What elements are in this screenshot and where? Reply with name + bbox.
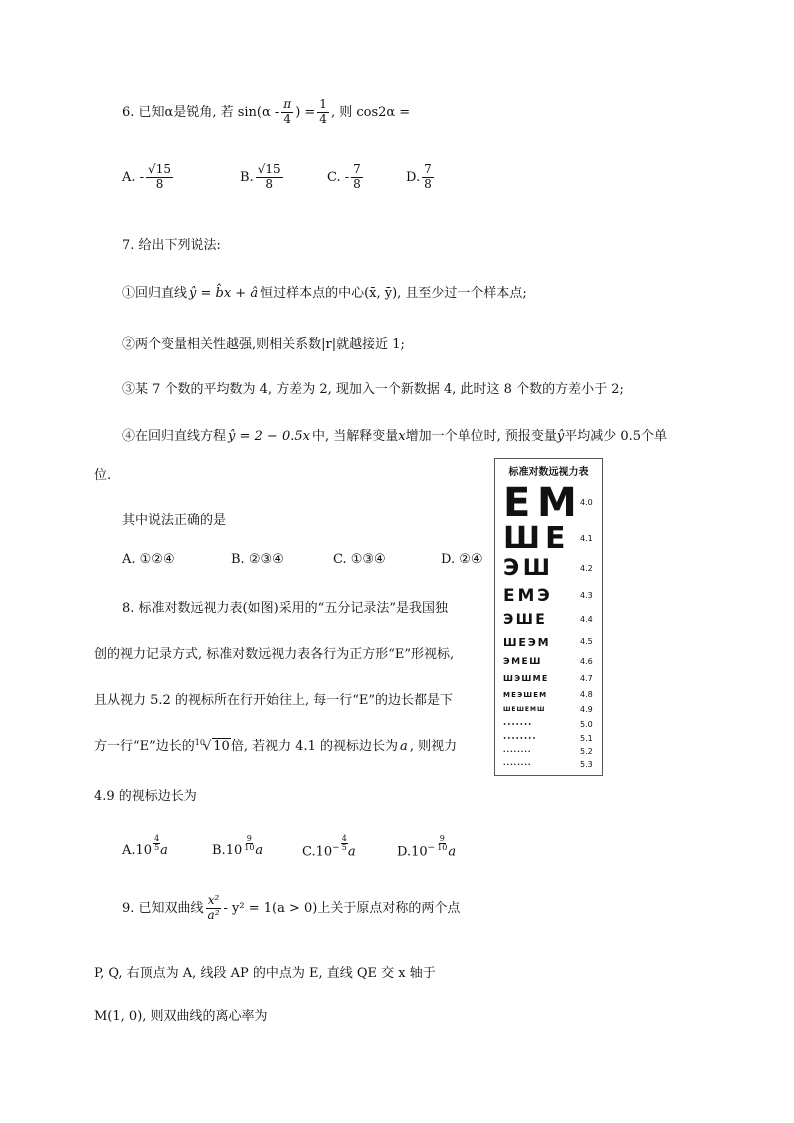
eye-chart-optotypes: ШE	[503, 521, 571, 556]
q9-line-2: P, Q, 右顶点为 A, 线段 AP 的中点为 E, 直线 QE 交 x 轴于	[94, 966, 436, 981]
eye-chart-optotypes: ЕM	[503, 480, 584, 526]
eye-chart-optotypes: ••••••••	[503, 749, 532, 754]
q9-line-1: 9. 已知双曲线 $\frac{\text{x²}}{\text{a²}}$ - y² = 1(a > 0)上关于原点对称的两个点	[122, 893, 461, 922]
q7-statement-4: ④在回归直线方程 ŷ = 2 − 0.5x 中, 当解释变量x增加一个单位时, 预报变量ŷ平均减少 0.5个单	[122, 429, 667, 444]
q7-ask: 其中说法正确的是	[122, 513, 227, 528]
q8-option-c: C.10− $\frac{4}{5}$ a	[302, 834, 356, 860]
q9-line-3: M(1, 0), 则双曲线的离心率为	[94, 1009, 268, 1024]
q7-statement-3: ③某 7 个数的平均数为 4, 方差为 2, 现加入一个新数据 4, 此时这 8 个数的方差小于 2;	[122, 382, 624, 397]
q6-stem	[122, 98, 410, 127]
q6-option-b: B. $\frac{√15}{8}$	[240, 162, 281, 191]
eye-chart-optotypes: ЭШE	[503, 612, 548, 628]
q7-option-b: B. ②③④	[231, 552, 284, 567]
q7-statement-1: ①回归直线 ŷ = b̂x + â 恒过样本点的中心(x̄, ȳ), 且至少过一个样本点;	[122, 286, 527, 301]
q8-line-2: 创的视力记录方式, 标准对数远视力表各行为正方形“E”形视标,	[94, 647, 455, 662]
q8-line-5: 4.9 的视标边长为	[94, 789, 197, 804]
q8-option-b: B.10 $\frac{9}{10}$ a	[212, 834, 264, 858]
q7-statement-2: ②两个变量相关性越强,则相关系数|r|就越接近 1;	[122, 337, 405, 352]
eye-chart-optotypes: ••••••••	[503, 735, 537, 742]
eye-chart-optotypes: MEЭШEM	[503, 690, 548, 699]
q7-option-d: D. ②④	[441, 552, 483, 567]
eye-chart-optotypes: ••••••••	[503, 762, 532, 767]
eye-chart-acuity: 4.2	[580, 564, 593, 573]
eye-chart-acuity: 5.2	[580, 747, 593, 756]
eye-chart-acuity: 4.9	[580, 705, 593, 714]
eye-chart-title: 标准对数远视力表	[508, 467, 589, 478]
eye-chart-optotypes: ЭMEШ	[503, 656, 542, 667]
eye-chart-acuity: 4.7	[580, 674, 593, 683]
eye-chart-optotypes: ШEЭM	[503, 635, 551, 649]
q8-root-value: 10	[213, 739, 230, 754]
q8-option-a: A.10 $\frac{4}{5}$ a	[122, 834, 168, 858]
eye-chart-acuity: 4.6	[580, 657, 593, 666]
q7-statement-4-wrap: 位.	[94, 468, 112, 483]
eye-chart-acuity: 4.1	[580, 534, 593, 543]
q7-stem: 7. 给出下列说法:	[122, 238, 221, 253]
eye-chart-acuity: 4.4	[580, 615, 593, 624]
q6-stem-prefix: 6. 已知α是锐角, 若 sin(α -	[122, 104, 280, 120]
eye-chart-optotypes: •••••••	[503, 721, 533, 728]
eye-chart-acuity: 4.8	[580, 690, 593, 699]
eye-chart-optotypes: EMЭ	[503, 585, 553, 606]
q6-option-d: D. $\frac{7}{8}$	[406, 162, 432, 191]
eye-chart-optotypes: ЭШ	[503, 556, 554, 581]
q7-option-a: A. ①②④	[122, 552, 175, 567]
q6-stem-mid: ) =	[295, 104, 316, 120]
eye-chart-acuity: 5.1	[580, 734, 593, 743]
q6-one-over-4: $\frac{1}{4}$	[319, 97, 327, 126]
eye-chart-acuity: 4.5	[580, 637, 593, 646]
eye-chart-figure	[494, 458, 603, 776]
eye-chart-acuity: 4.0	[580, 498, 593, 507]
eye-chart-optotypes: ШЭШME	[503, 674, 549, 683]
q6-pi-over-4: $\frac{\pi}{4}$	[283, 97, 292, 126]
q6-stem-suffix: , 则 cos2α =	[330, 104, 411, 120]
q7-option-c: C. ①③④	[333, 552, 386, 567]
q6-option-a: A. - $\frac{√15}{8}$	[122, 162, 171, 191]
q6-option-c: C. - $\frac{7}{8}$	[327, 162, 361, 191]
q8-line-1: 8. 标准对数远视力表(如图)采用的“五分记录法”是我国独	[122, 601, 448, 616]
q8-line-4: 方一行“E”边长的$^{10}$√ 10倍, 若视力 4.1 的视标边长为 a , 则视力	[94, 737, 458, 754]
eye-chart-optotypes: ШEШEMШ	[503, 706, 546, 713]
eye-chart-acuity: 4.3	[580, 591, 593, 600]
eye-chart-acuity: 5.3	[580, 760, 593, 769]
eye-chart-acuity: 5.0	[580, 720, 593, 729]
q8-line-3: 且从视力 5.2 的视标所在行开始往上, 每一行“E”的边长都是下	[94, 693, 453, 708]
q8-option-d: D.10− $\frac{9}{10}$ a	[397, 834, 457, 860]
q8-root-index: 10	[194, 737, 205, 747]
